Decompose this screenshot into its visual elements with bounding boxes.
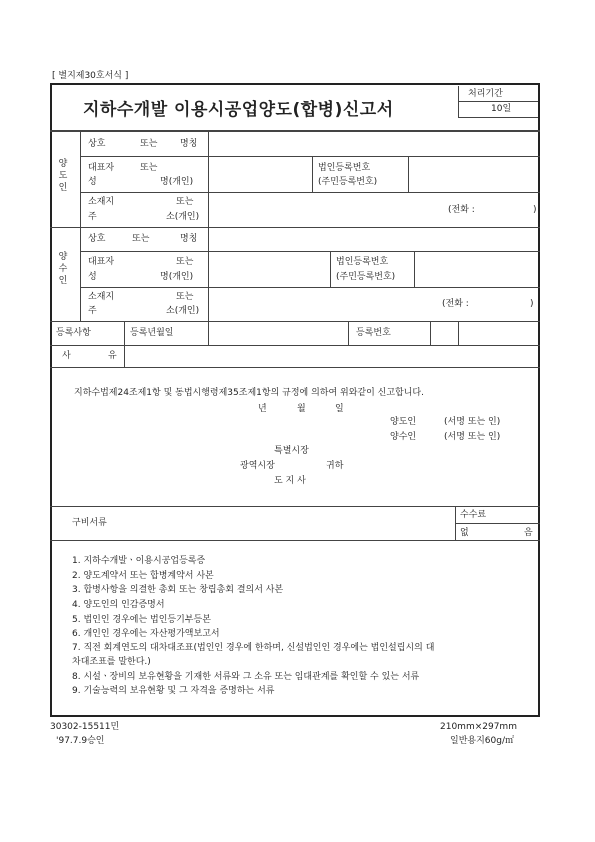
list-item: 4. 양도인의 인감증명서 bbox=[72, 600, 165, 610]
form-code: [ 별지제30호서식 ] bbox=[52, 71, 129, 81]
registration-date-label: 등록년월일 bbox=[130, 328, 174, 338]
reason-field[interactable] bbox=[126, 347, 538, 365]
addressee-special-city: 특별시장 bbox=[274, 446, 309, 456]
registration-date-field[interactable] bbox=[210, 323, 346, 343]
processing-label: 처리기간 bbox=[468, 89, 503, 99]
transferee-phone-close: ) bbox=[530, 299, 534, 309]
list-item: 1. 지하수개발ㆍ이용시공업등록증 bbox=[72, 556, 206, 566]
transferor-label: 양 도 인 bbox=[58, 159, 68, 194]
transferee-addr-label-2b: 소(개인) bbox=[166, 306, 200, 316]
transferor-rep-field[interactable] bbox=[210, 158, 310, 190]
transferor-addr-label-2b: 소(개인) bbox=[166, 212, 200, 222]
transferor-rep-label-1b: 또는 bbox=[140, 163, 158, 173]
addressee-province: 도 지 사 bbox=[274, 476, 306, 486]
transferee-addr-label-1b: 또는 bbox=[176, 292, 194, 302]
form-title: 지하수개발 이용시공업양도(합병)신고서 bbox=[83, 100, 394, 120]
declaration-date-day: 일 bbox=[335, 404, 344, 414]
transferor-rep-label-2b: 명(개인) bbox=[160, 177, 194, 187]
list-item: 6. 개인인 경우에는 자산평가액보고서 bbox=[72, 629, 220, 639]
transferee-rep-field[interactable] bbox=[210, 253, 328, 285]
fee-label: 수수료 bbox=[460, 510, 487, 520]
transferee-rep-label-2a: 성 bbox=[88, 272, 97, 282]
footer-paper-type: 일반용지60g/㎡ bbox=[450, 736, 514, 746]
transferor-name-field[interactable] bbox=[210, 132, 538, 154]
transferee-label: 양 수 인 bbox=[58, 252, 68, 287]
processing-value: 10일 bbox=[491, 104, 512, 114]
list-item: 9. 기술능력의 보유현황 및 그 자격을 증명하는 서류 bbox=[72, 686, 275, 696]
transferor-name-label-2: 또는 bbox=[140, 139, 158, 149]
fee-value-1: 없 bbox=[460, 528, 469, 538]
addressee-metro-city: 광역시장 bbox=[240, 461, 275, 471]
transferee-phone-field[interactable] bbox=[480, 296, 528, 312]
registration-label: 등록사항 bbox=[56, 328, 91, 338]
transferee-reg-label-2: (주민등록번호) bbox=[336, 272, 396, 282]
list-item: 5. 법인인 경우에는 법인등기부등본 bbox=[72, 615, 211, 625]
transferor-address-field[interactable] bbox=[210, 194, 435, 225]
transferee-name-label-1: 상호 bbox=[88, 234, 106, 244]
reason-label-1: 사 bbox=[62, 351, 71, 361]
declaration-date-year: 년 bbox=[258, 404, 267, 414]
transferee-reg-label-1: 법인등록번호 bbox=[336, 257, 389, 267]
declaration-text: 지하수법제24조제1항 및 동법시행령제35조제1항의 규정에 의하여 위와같이 신고합니다. bbox=[74, 388, 424, 398]
declaration-date-month: 월 bbox=[297, 404, 306, 414]
transferor-reg-label-2: (주민등록번호) bbox=[318, 177, 378, 187]
transferor-phone-label: (전화 : bbox=[448, 205, 475, 215]
transferee-rep-label-1a: 대표자 bbox=[88, 257, 115, 267]
footer-paper-size: 210mm×297mm bbox=[440, 722, 517, 732]
reason-label-2: 유 bbox=[108, 351, 117, 361]
addressee-gwiha: 귀하 bbox=[326, 461, 344, 471]
processing-box bbox=[458, 86, 538, 118]
transferor-phone-close: ) bbox=[533, 205, 537, 215]
transferee-name-field[interactable] bbox=[210, 229, 538, 249]
list-item: 차대조표를 말한다.) bbox=[72, 657, 151, 667]
list-item: 8. 시설ㆍ장비의 보유현황을 기재한 서류와 그 소유 또는 임대관계를 확인할 수 있는 서류 bbox=[72, 672, 420, 682]
transferor-rep-label-2a: 성 bbox=[88, 177, 97, 187]
transferee-addr-label-2a: 주 bbox=[88, 306, 97, 316]
transferee-addr-label-1a: 소재지 bbox=[88, 292, 115, 302]
transferor-addr-label-1a: 소재지 bbox=[88, 197, 115, 207]
transferor-addr-label-2a: 주 bbox=[88, 212, 97, 222]
fee-value-2: 음 bbox=[524, 528, 533, 538]
transferor-name-label-1: 상호 bbox=[88, 139, 106, 149]
transferor-rep-label-1a: 대표자 bbox=[88, 163, 115, 173]
transferee-reg-field[interactable] bbox=[416, 253, 538, 285]
footer-approval: '97.7.9승인 bbox=[56, 736, 105, 746]
transferor-reg-label-1: 법인등록번호 bbox=[318, 163, 371, 173]
transferor-sign-note: (서명 또는 인) bbox=[444, 417, 501, 427]
transferor-sign-label: 양도인 bbox=[390, 417, 417, 427]
transferee-sign-label: 양수인 bbox=[390, 432, 417, 442]
transferor-reg-field[interactable] bbox=[410, 158, 538, 190]
transferee-address-field[interactable] bbox=[210, 289, 435, 319]
transferor-name-label-3: 명칭 bbox=[180, 139, 198, 149]
registration-number-field[interactable] bbox=[460, 323, 538, 343]
registration-number-label: 등록번호 bbox=[356, 328, 391, 338]
transferor-phone-field[interactable] bbox=[486, 202, 530, 218]
transferee-rep-label-1b: 또는 bbox=[176, 257, 194, 267]
transferee-phone-label: (전화 : bbox=[442, 299, 469, 309]
transferee-sign-note: (서명 또는 인) bbox=[444, 432, 501, 442]
documents-label: 구비서류 bbox=[72, 518, 107, 528]
transferee-name-label-3: 명칭 bbox=[180, 234, 198, 244]
list-item: 2. 양도계약서 또는 합병계약서 사본 bbox=[72, 571, 214, 581]
footer-form-number: 30302-15511민 bbox=[50, 722, 120, 732]
list-item: 7. 직전 회계연도의 대차대조표(법인인 경우에 한하며, 신설법인인 경우에는 법인설립시의 대 bbox=[72, 643, 435, 653]
transferee-name-label-2: 또는 bbox=[132, 234, 150, 244]
transferee-rep-label-2b: 명(개인) bbox=[160, 272, 194, 282]
list-item: 3. 합병사항을 의결한 총회 또는 창립총회 결의서 사본 bbox=[72, 585, 284, 595]
transferor-addr-label-1b: 또는 bbox=[176, 197, 194, 207]
